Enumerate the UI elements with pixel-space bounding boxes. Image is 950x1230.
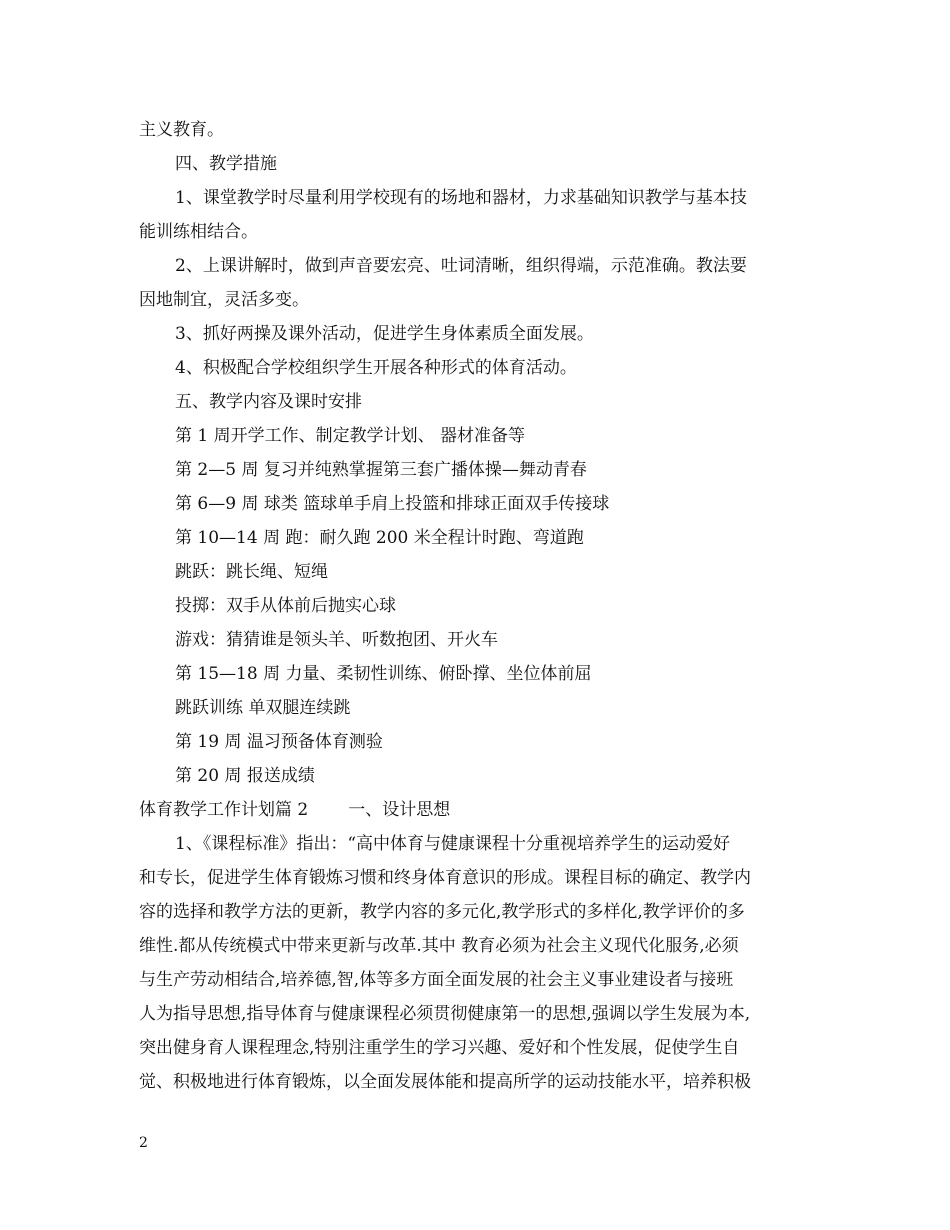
text-line: 和专长，促进学生体育锻炼习惯和终身体育意识的形成。课程目标的确定、教学内: [139, 868, 751, 888]
text-line: 觉、积极地进行体育锻炼，以全面发展体能和提高所学的运动技能水平，培养积极: [139, 1072, 751, 1092]
plan-title-line: [139, 800, 450, 820]
text-line: 4、积极配合学校组织学生开展各种形式的体育活动。: [175, 358, 577, 378]
schedule-line: 第 15—18 周 力量、柔韧性训练、俯卧撑、坐位体前屈: [175, 664, 592, 684]
section-heading: 一、设计思想: [348, 800, 451, 820]
schedule-line: 跳跃：跳长绳、短绳: [175, 562, 328, 582]
schedule-line: 第 20 周 报送成绩: [175, 766, 315, 786]
section-heading: 五、教学内容及课时安排: [175, 392, 362, 412]
text-line: 因地制宜，灵活多变。: [139, 290, 309, 310]
plan-title: 体育教学工作计划篇 2: [139, 800, 309, 820]
schedule-line: 游戏：猜猜谁是领头羊、听数抱团、开火车: [175, 630, 498, 650]
schedule-line: 第 10—14 周 跑：耐久跑 200 米全程计时跑、弯道跑: [175, 528, 584, 548]
text-line: 主义教育。: [139, 120, 224, 140]
schedule-line: 跳跃训练 单双腿连续跳: [175, 698, 351, 718]
schedule-line: 投掷：双手从体前后抛实心球: [175, 596, 396, 616]
schedule-line: 第 1 周开学工作、制定教学计划、 器材准备等: [175, 426, 526, 446]
schedule-line: 第 2—5 周 复习并纯熟掌握第三套广播体操—舞动青春: [175, 460, 587, 480]
text-line: 突出健身育人课程理念,特别注重学生的学习兴趣、爱好和个性发展，促使学生自: [139, 1038, 740, 1058]
text-line: 3、抓好两操及课外活动，促进学生身体素质全面发展。: [175, 324, 594, 344]
schedule-line: 第 19 周 温习预备体育测验: [175, 732, 383, 752]
text-line: 人为指导思想,指导体育与健康课程必须贯彻健康第一的思想,强调以学生发展为本,: [139, 1004, 751, 1024]
text-line: 1、《课程标准》指出：“高中体育与健康课程十分重视培养学生的运动爱好: [175, 834, 731, 854]
text-line: 与生产劳动相结合,培养德,智,体等多方面全面发展的社会主义事业建设者与接班: [139, 970, 734, 990]
schedule-line: 第 6—9 周 球类 篮球单手肩上投篮和排球正面双手传接球: [175, 494, 610, 514]
text-line: 2、上课讲解时，做到声音要宏亮、吐词清晰，组织得端，示范准确。教法要: [175, 256, 747, 276]
text-line: 能训练相结合。: [139, 222, 258, 242]
text-line: 维性.都从传统模式中带来更新与改革.其中 教育必须为社会主义现代化服务,必须: [139, 936, 739, 956]
section-heading: 四、教学措施: [175, 154, 277, 174]
page-number: 2: [139, 1135, 148, 1151]
text-line: 1、课堂教学时尽量利用学校现有的场地和器材，力求基础知识教学与基本技: [175, 188, 747, 208]
text-line: 容的选择和教学方法的更新，教学内容的多元化,教学形式的多样化,教学评价的多: [139, 902, 745, 922]
